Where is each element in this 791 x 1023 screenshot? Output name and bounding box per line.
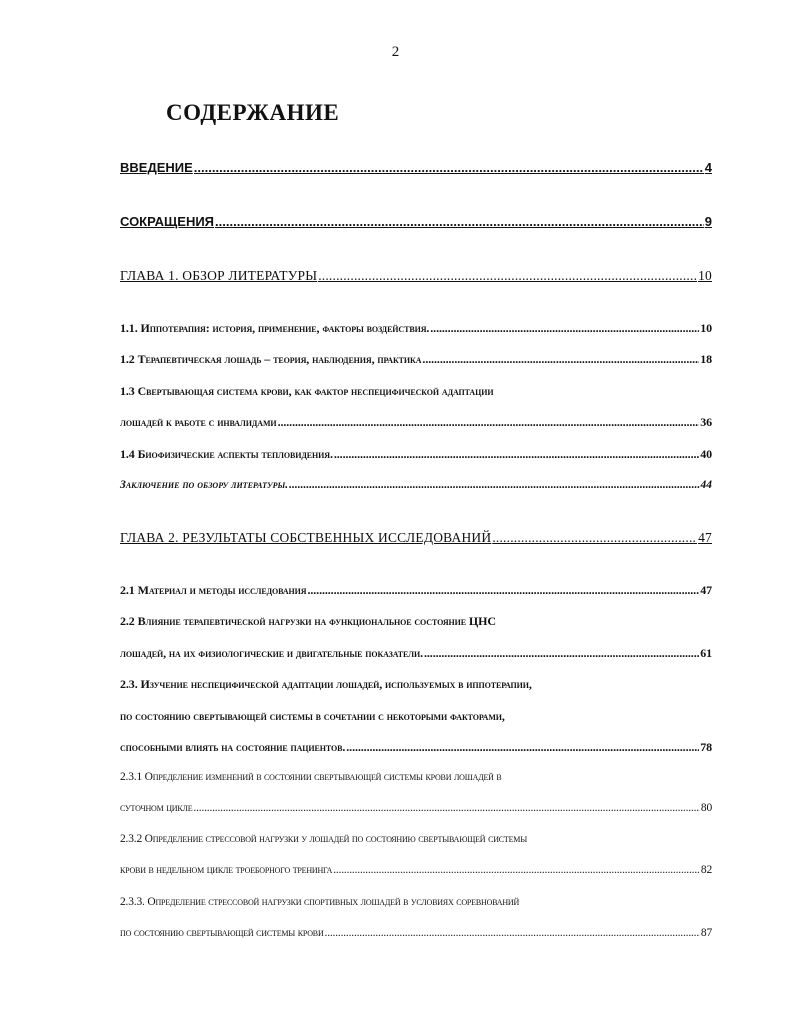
toc-entry-label: 2.3.3. Определение стрессовой нагрузки спортивных лошадей в условиях соревнований xyxy=(120,896,520,908)
toc-entry-label: 1.4 Биофизические аспекты тепловидения. xyxy=(120,447,333,461)
toc-entry-1-3-line2[interactable] xyxy=(120,415,712,430)
toc-entry-chapter-2[interactable] xyxy=(120,530,712,546)
leader-dots xyxy=(307,583,699,598)
toc-entry-label: 1.2 Терапевтическая лошадь – теория, наблюдения, практика xyxy=(120,352,422,366)
leader-dots xyxy=(318,268,697,284)
toc-entry-2-3-3-line2[interactable] xyxy=(120,927,712,939)
toc-entry-label: по состоянию свертывающей системы крови xyxy=(120,927,324,939)
toc-entry-page: 9 xyxy=(704,214,712,229)
leader-dots xyxy=(430,321,699,336)
toc-entry-label: Заключение по обзору литературы. xyxy=(120,479,289,491)
toc-entry-1-4[interactable] xyxy=(120,447,712,462)
toc-entry-2-3-2-line1[interactable] xyxy=(120,833,712,845)
toc-title: СОДЕРЖАНИЕ xyxy=(166,100,340,125)
toc-entry-label: 1.3 Свертывающая система крови, как фактор неспецифической адаптации xyxy=(120,384,494,398)
toc-entry-label: лошадей, на их физиологические и двигательные показатели. xyxy=(120,646,423,660)
toc-entry-chapter-1[interactable] xyxy=(120,268,712,284)
toc-entry-label: способными влиять на состояние пациентов. xyxy=(120,740,346,754)
toc-entry-page: 4 xyxy=(704,160,712,175)
toc-entry-2-1[interactable] xyxy=(120,583,712,598)
toc-entry-label: 1.1. Иппотерапия: история, применение, факторы воздействия. xyxy=(120,321,430,335)
leader-dots xyxy=(194,160,704,175)
toc-entry-label: суточном цикле xyxy=(120,802,193,814)
leader-dots xyxy=(333,864,700,876)
toc-entry-page: 80 xyxy=(700,802,712,814)
leader-dots xyxy=(492,530,697,546)
toc-entry-2-3-1-line2[interactable] xyxy=(120,802,712,814)
toc-entry-label: 2.2 Влияние терапевтической нагрузки на функциональное состояние ЦНС xyxy=(120,614,496,628)
toc-entry-2-3-line1[interactable] xyxy=(120,677,712,692)
toc-entry-page: 44 xyxy=(700,479,712,491)
toc-entry-label: 2.3.2 Определение стрессовой нагрузки у лошадей по состоянию свертывающей системы xyxy=(120,833,527,845)
toc-entry-literature-conclusion[interactable] xyxy=(120,479,712,491)
toc-entry-page: 18 xyxy=(700,352,712,366)
toc-entry-page: 10 xyxy=(700,321,712,335)
toc-entry-page: 82 xyxy=(700,864,712,876)
toc-entry-label: ГЛАВА 2. РЕЗУЛЬТАТЫ СОБСТВЕННЫХ ИССЛЕДОВАНИЙ xyxy=(120,530,492,545)
toc-entry-2-2-line1[interactable] xyxy=(120,614,712,629)
toc-entry-intro[interactable] xyxy=(120,160,712,175)
toc-entry-label: 2.3. Изучение неспецифической адаптации лошадей, используемых в иппотерапии, xyxy=(120,677,532,691)
toc-entry-2-3-2-line2[interactable] xyxy=(120,864,712,876)
leader-dots xyxy=(424,646,699,661)
toc-entry-2-3-line3[interactable] xyxy=(120,740,712,755)
toc-entry-page: 87 xyxy=(700,927,712,939)
toc-entry-1-1[interactable] xyxy=(120,321,712,336)
toc-entry-2-3-line2[interactable] xyxy=(120,709,712,724)
toc-entry-page: 78 xyxy=(700,740,712,754)
leader-dots xyxy=(422,352,699,367)
leader-dots xyxy=(334,447,699,462)
leader-dots xyxy=(193,802,699,814)
toc-entry-page: 10 xyxy=(698,268,712,283)
leader-dots xyxy=(278,415,700,430)
leader-dots xyxy=(289,479,699,491)
toc-entry-page: 36 xyxy=(700,415,712,429)
leader-dots xyxy=(215,214,704,229)
toc-entry-label: 2.1 Материал и методы исследования xyxy=(120,583,307,597)
toc-entry-label: ВВЕДЕНИЕ xyxy=(120,160,193,175)
toc-entry-label: 2.3.1 Определение изменений в состоянии свертывающей системы крови лошадей в xyxy=(120,771,502,783)
toc-entry-2-3-1-line1[interactable] xyxy=(120,771,712,783)
toc-entry-page: 47 xyxy=(700,583,712,597)
toc-entry-2-3-3-line1[interactable] xyxy=(120,896,712,908)
toc-entry-label: лошадей к работе с инвалидами xyxy=(120,415,277,429)
leader-dots xyxy=(346,740,699,755)
toc-entry-2-2-line2[interactable] xyxy=(120,646,712,661)
toc-entry-1-3-line1[interactable] xyxy=(120,384,712,399)
toc-entry-label: СОКРАЩЕНИЯ xyxy=(120,214,215,229)
toc-entry-abbreviations[interactable] xyxy=(120,214,712,229)
toc-entry-label: по состоянию свертывающей системы в сочетании с некоторыми факторами, xyxy=(120,709,505,723)
toc-entry-page: 47 xyxy=(698,530,712,545)
toc-entry-label: крови в недельном цикле троеборного тренинга xyxy=(120,864,333,876)
toc-entry-label: ГЛАВА 1. ОБЗОР ЛИТЕРАТУРЫ xyxy=(120,268,318,283)
toc-entry-page: 61 xyxy=(700,646,712,660)
toc-entry-page: 40 xyxy=(700,447,712,461)
page-number: 2 xyxy=(391,44,400,60)
leader-dots xyxy=(325,927,700,939)
toc-entry-1-2[interactable] xyxy=(120,352,712,367)
